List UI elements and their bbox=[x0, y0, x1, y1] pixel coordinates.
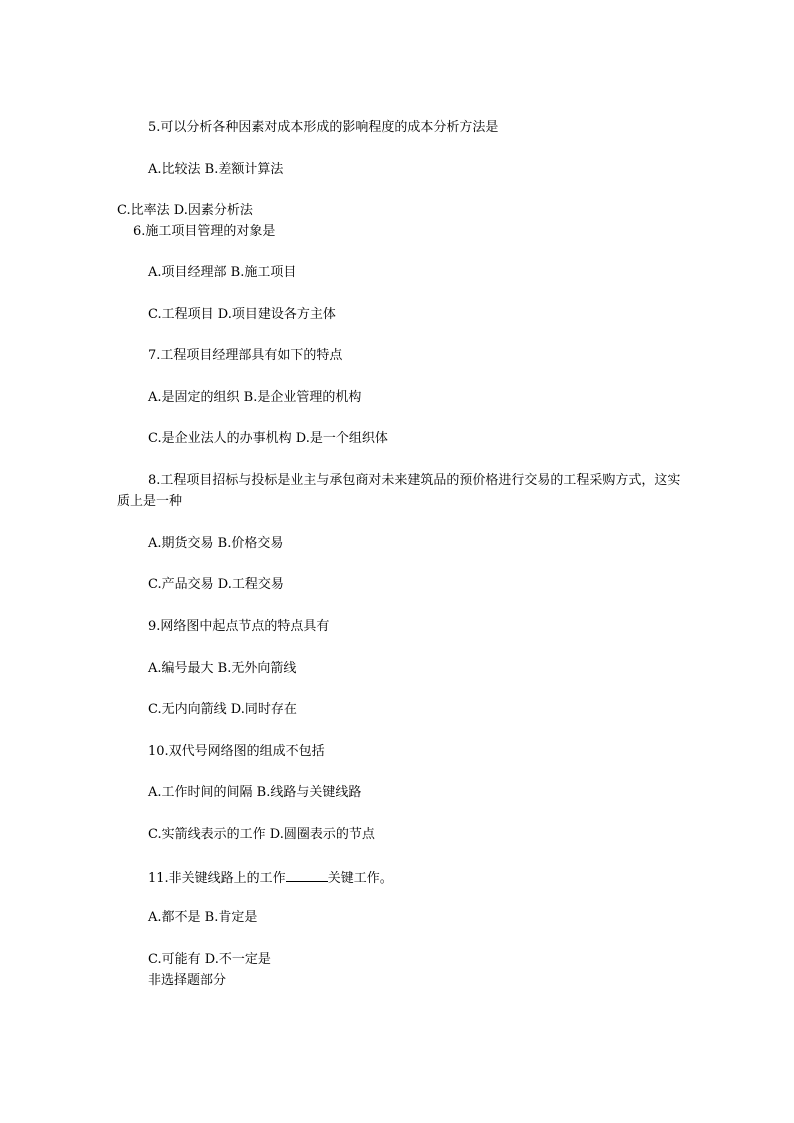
question-11-stem bbox=[148, 869, 393, 887]
answer-blank bbox=[286, 869, 328, 882]
question-6-options-cd: C.工程项目 D.项目建设各方主体 bbox=[148, 307, 336, 322]
question-7-stem: 7.工程项目经理部具有如下的特点 bbox=[148, 348, 343, 363]
question-10-options-cd: C.实箭线表示的工作 D.圆圈表示的节点 bbox=[148, 827, 375, 842]
question-7-options-cd: C.是企业法人的办事机构 D.是一个组织体 bbox=[148, 431, 388, 446]
question-10-stem: 10.双代号网络图的组成不包括 bbox=[148, 744, 325, 759]
question-5-options-ab: A.比较法 B.差额计算法 bbox=[148, 162, 284, 177]
question-9-options-cd: C.无内向箭线 D.同时存在 bbox=[148, 702, 297, 717]
question-7-options-ab: A.是固定的组织 B.是企业管理的机构 bbox=[148, 390, 362, 405]
question-11-options-cd: C.可能有 D.不一定是 bbox=[148, 952, 271, 967]
question-11-stem-before: 11.非关键线路上的工作 bbox=[148, 871, 286, 886]
question-8-options-cd: C.产品交易 D.工程交易 bbox=[148, 577, 284, 592]
question-6-options-ab: A.项目经理部 B.施工项目 bbox=[148, 265, 297, 280]
question-9-options-ab: A.编号最大 B.无外向箭线 bbox=[148, 661, 297, 676]
question-8-stem: 8.工程项目招标与投标是业主与承包商对未来建筑品的预价格进行交易的工程采购方式，这实质上是一种 bbox=[117, 473, 681, 509]
question-11-stem-after: 关键工作。 bbox=[327, 871, 393, 886]
question-6-stem: 6.施工项目管理的对象是 bbox=[133, 224, 276, 239]
question-10-options-ab: A.工作时间的间隔 B.线路与关键线路 bbox=[148, 785, 362, 800]
question-11-options-ab: A.都不是 B.肯定是 bbox=[148, 910, 258, 925]
question-8-options-ab: A.期货交易 B.价格交易 bbox=[148, 536, 284, 551]
question-5-stem: 5.可以分析各种因素对成本形成的影响程度的成本分析方法是 bbox=[148, 120, 499, 135]
question-9-stem: 9.网络图中起点节点的特点具有 bbox=[148, 619, 330, 634]
question-5-options-cd: C.比率法 D.因素分析法 bbox=[117, 203, 253, 218]
section-heading: 非选择题部分 bbox=[148, 973, 227, 988]
